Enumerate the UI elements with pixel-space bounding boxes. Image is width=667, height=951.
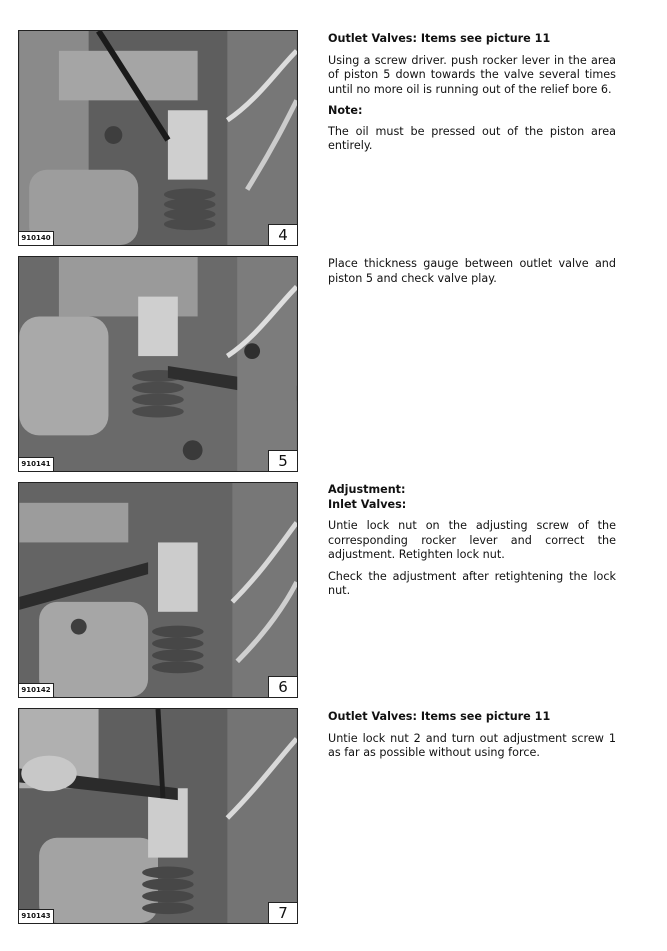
figure-code: 910141 [19,457,54,471]
figure-number: 6 [268,676,297,697]
paragraph: Using a screw driver. push rocker lever in the area of piston 5 down towards the valve several times until no more oil is running out of the relief bore 6. [328,53,616,96]
paragraph: Check the adjustment after retightening the lock nut. [328,569,616,597]
engine-photo-910140 [18,30,298,246]
lock-nut-photo [19,709,297,923]
section-heading [328,710,616,725]
engine-photo-910142 [18,482,298,698]
thickness-gauge-photo [19,257,297,471]
section-heading [328,32,616,47]
section-5-text [328,257,616,293]
section-heading: Adjustment: [328,483,406,496]
paragraph: Untie lock nut on the adjusting screw of the corresponding rocker lever and correct the adjustment. Retighten lock nut. [328,519,616,561]
figure-number: 7 [268,902,297,923]
heading-rest: Items see picture 11 [416,32,551,45]
paragraph: Untie lock nut 2 and turn out adjustment screw 1 as far as possible without using force. [328,731,616,759]
adjusting-screw-photo [19,483,297,697]
heading-rest: Items see picture 11 [416,710,551,723]
figure-number: 4 [268,224,297,245]
section-6-text [328,483,616,606]
engine-photo-910143 [18,708,298,924]
engine-valve-photo [19,31,297,245]
figure-code: 910140 [19,231,54,245]
section-4-text [328,32,616,161]
paragraph: Place thickness gauge between outlet valve and piston 5 and check valve play. [328,257,616,285]
figure-code: 910142 [19,683,54,697]
section-7-text [328,710,616,768]
note-label: Note: [328,104,363,117]
note-text: The oil must be pressed out of the piston area entirely. [328,124,616,152]
figure-code: 910143 [19,909,54,923]
section-subheading: Inlet Valves: [328,497,407,511]
heading-lead: Outlet Valves: [328,710,417,723]
engine-photo-910141 [18,256,298,472]
figure-number: 5 [268,450,297,471]
heading-lead: Outlet Valves: [328,32,417,45]
